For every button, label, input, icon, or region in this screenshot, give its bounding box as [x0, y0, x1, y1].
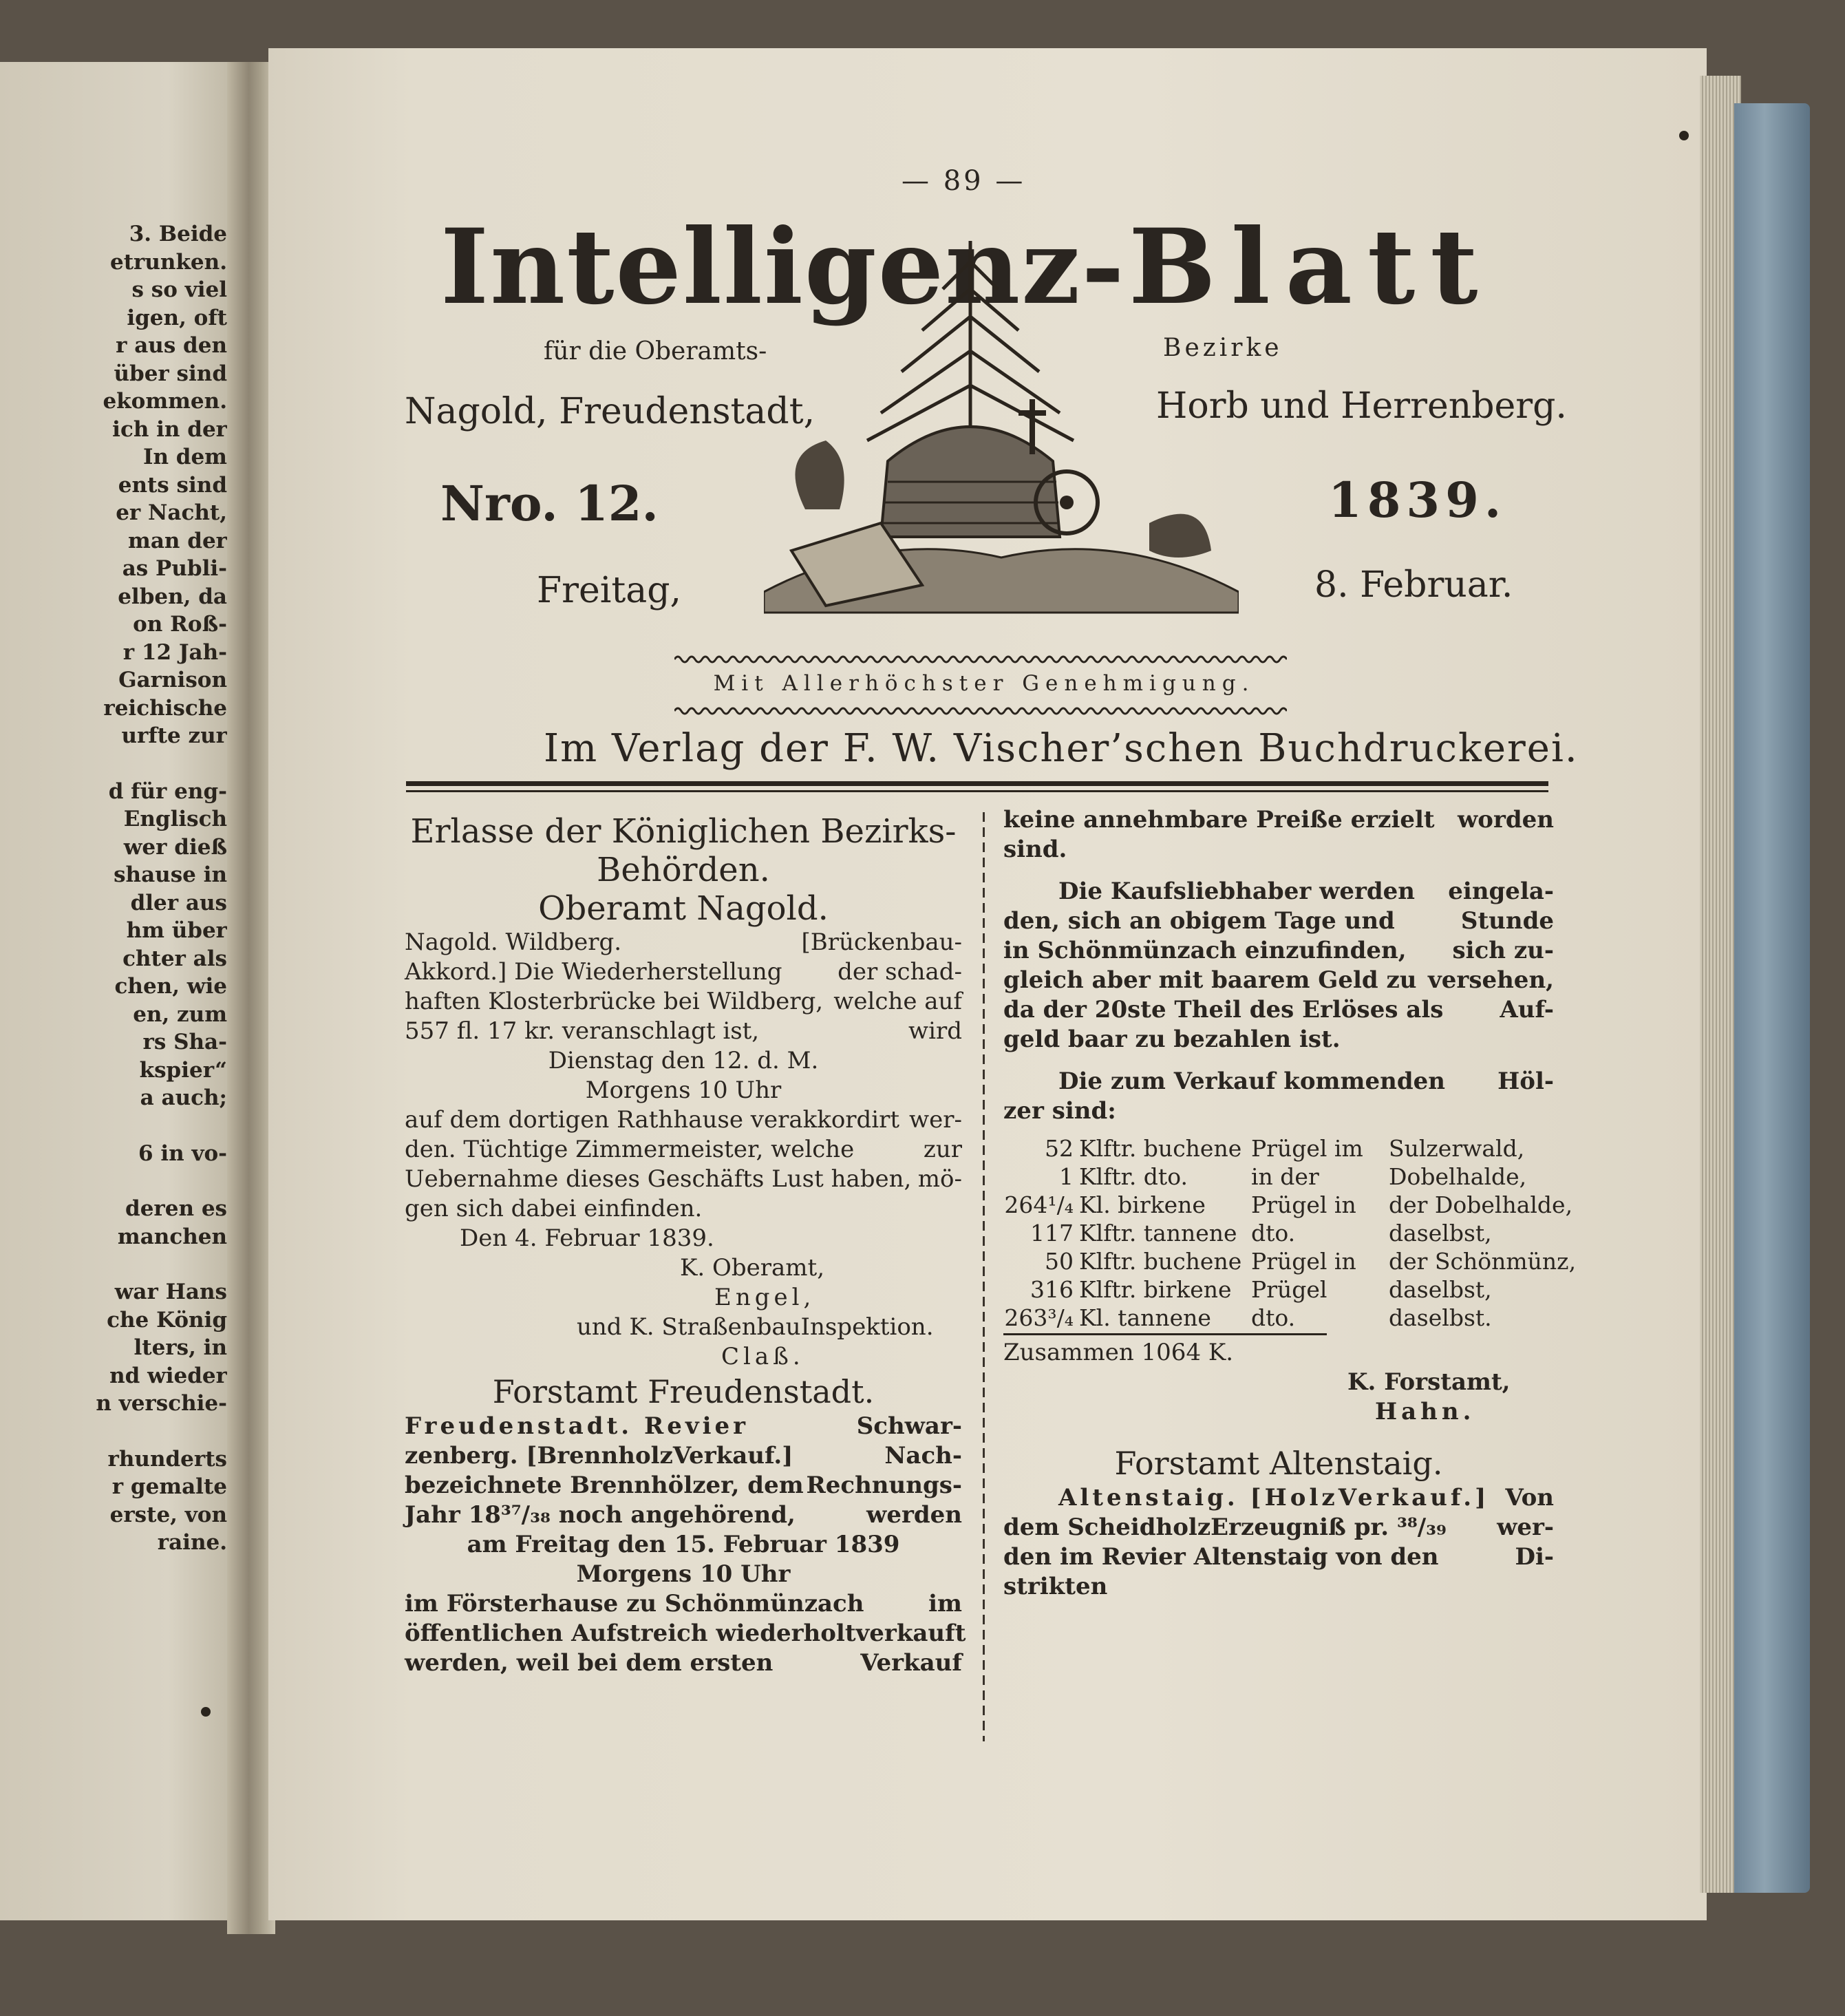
notice-date: Dienstag den 12. d. M. [548, 1047, 819, 1074]
wood-cell: 263³/₄ [1004, 1304, 1074, 1331]
wood-cell: Kl. tannene [1079, 1304, 1211, 1331]
left-page-line: ekommen. [103, 389, 227, 414]
notice-paragraph [1003, 1067, 1554, 1126]
left-page-line: chen, wie [114, 974, 227, 999]
wood-cell: 50 [1045, 1248, 1074, 1275]
section-title-cont: Behörden. [597, 851, 770, 889]
notice-line: Altenstaig. [HolzVerkauf.] Von [1058, 1484, 1554, 1511]
signature-name: Claß. [721, 1343, 804, 1370]
issue-weekday: Freitag, [537, 570, 682, 611]
left-page-line: Garnison [118, 668, 227, 692]
notice-line: sind. [1003, 836, 1067, 863]
page-number: — 89 — [902, 165, 1026, 197]
left-page-line: s so viel [131, 277, 227, 302]
wood-cell: Klftr. buchene [1079, 1135, 1242, 1162]
left-page-line: raine. [157, 1530, 227, 1555]
left-text-column [405, 812, 966, 1678]
ink-dot [1679, 131, 1689, 140]
left-page-line: 6 in vo- [138, 1140, 227, 1166]
notice-altenstaig [1003, 1483, 1554, 1602]
wood-cell: Dobelhalde, [1389, 1163, 1527, 1190]
notice-paragraph [1003, 877, 1554, 1054]
wood-cell: Prügel in [1251, 1248, 1356, 1275]
left-page-line: shause in [114, 862, 227, 887]
notice-time: Morgens 10 Uhr [585, 1076, 782, 1104]
left-page-line: d für eng- [108, 778, 227, 804]
wood-cell: 264¹/₄ [1004, 1191, 1074, 1218]
wood-total: Zusammen 1064 K. [1003, 1339, 1234, 1366]
masthead-rule-thin [406, 790, 1548, 792]
wood-cell: daselbst. [1389, 1304, 1492, 1331]
notice-line: da der 20ste Theil des Erlöses als Auf- [1003, 996, 1554, 1023]
notice-line: zenberg. [BrennholzVerkauf.] Nach- [405, 1442, 962, 1469]
notice-line: gen sich dabei einfinden. [405, 1195, 703, 1222]
wood-cell: dto. [1251, 1304, 1296, 1331]
right-text-column [1003, 805, 1577, 1602]
book-cover [1734, 103, 1810, 1893]
notice-line: 557 fl. 17 kr. veranschlagt ist, wird [405, 1017, 962, 1045]
masthead-bezirke: Bezirke [1163, 334, 1283, 362]
column-divider [983, 812, 985, 1741]
notice-line: Nagold. Wildberg. [Brückenbau- [405, 929, 962, 956]
issue-date: 8. Februar. [1314, 564, 1513, 606]
notice-freudenstadt [405, 1412, 966, 1678]
signature-name: Hahn. [1375, 1398, 1475, 1425]
notice-line: in Schönmünzach einzufinden, sich zu- [1003, 937, 1554, 964]
left-page-line: manchen [117, 1224, 227, 1249]
issue-number: Nro. 12. [440, 475, 659, 532]
notice-line: gleich aber mit baarem Geld zu versehen, [1003, 966, 1554, 994]
line-gap [0, 1418, 227, 1445]
left-page-line: wer dieß [123, 834, 227, 860]
approval-line: Mit Allerhöchster Genehmigung. [713, 671, 1255, 696]
masthead-rule-thick [406, 781, 1548, 786]
left-page-line: etrunken. [110, 249, 227, 275]
notice-nagold [405, 928, 962, 1372]
left-page [0, 62, 241, 1920]
left-page-line: igen, oft [127, 305, 227, 330]
wood-cell: 1 [1059, 1163, 1074, 1190]
left-page-line: 3. Beide [129, 222, 227, 246]
wood-cell: Sulzerwald, [1389, 1135, 1525, 1162]
notice-line: Die zum Verkauf kommenden Höl- [1058, 1068, 1554, 1095]
notice-continuation [1003, 805, 1554, 864]
masthead-title-right: Blatt [1129, 206, 1493, 328]
notice-line: öffentlichen Aufstreich wiederholt verkauft [405, 1620, 966, 1647]
publisher-line: Im Verlag der F. W. Vischer’schen Buchdruckerei. [544, 726, 1579, 771]
left-page-line: reichische [103, 695, 227, 721]
left-page-line: kspier“ [139, 1057, 227, 1083]
office-heading-nagold: Oberamt Nagold. [538, 889, 829, 928]
left-page-line: on Roß- [133, 612, 227, 637]
wood-cell: Klftr. dto. [1079, 1163, 1188, 1190]
notice-line: den. Tüchtige Zimmermeister, welche zur [405, 1136, 962, 1163]
left-page-line: über sind [114, 361, 227, 386]
wood-cell: Klftr. tannene [1079, 1220, 1237, 1246]
notice-line: haften Klosterbrücke bei Wildberg, welche auf [405, 988, 962, 1015]
left-page-line: man der [128, 528, 227, 553]
wood-cell: der Schönmünz, [1389, 1248, 1577, 1275]
left-page-line: n verschie- [96, 1391, 227, 1416]
notice-line: bezeichnete Brennhölzer, dem Rechnungs- [405, 1472, 962, 1499]
wood-cell: Klftr. buchene [1079, 1248, 1242, 1275]
notice-line: Jahr 18³⁷/₃₈ noch angehörend, werden [405, 1501, 962, 1529]
notice-line: dem ScheidholzErzeugniß pr. ³⁸/₃₉ wer- [1003, 1514, 1554, 1541]
left-page-line: rs Sha- [142, 1030, 227, 1054]
line-gap [0, 1167, 227, 1195]
signature-name: Engel, [714, 1284, 815, 1311]
fir-tree-vignette [764, 234, 1239, 626]
line-gap [0, 1251, 227, 1278]
left-page-line: dler aus [130, 890, 227, 915]
signature-inspektion: und K. StraßenbauInspektion. [577, 1313, 934, 1341]
left-page-line: urfte zur [121, 723, 227, 748]
masthead-fuer-die: für die Oberamts- [544, 337, 767, 365]
notice-line: geld baar zu bezahlen ist. [1003, 1026, 1341, 1053]
left-page-line: r aus den [116, 333, 227, 358]
left-page-line: Englisch [123, 807, 227, 831]
left-page-line: as Publi- [122, 556, 227, 581]
wood-cell: 52 [1045, 1135, 1074, 1162]
notice-line: keine annehmbare Preiße erzielt worden [1003, 806, 1554, 834]
notice-line: im Försterhause zu Schönmünzach im [405, 1590, 962, 1617]
signature-oberamt: K. Oberamt, [680, 1254, 825, 1282]
wood-cell: 316 [1030, 1276, 1074, 1303]
left-page-line: lters, in [134, 1335, 227, 1360]
ornament-rule-bottom [674, 705, 1287, 717]
left-page-text-column [0, 220, 227, 1557]
left-page-line: In dem [142, 445, 227, 469]
wood-cell: daselbst, [1389, 1220, 1492, 1246]
left-page-line: hm über [126, 918, 227, 943]
left-page-line: deren es [125, 1196, 227, 1221]
line-gap [0, 750, 227, 778]
wood-cell: Prügel in [1251, 1191, 1356, 1218]
wood-cell: Klftr. birkene [1079, 1276, 1232, 1303]
left-page-line: ents sind [118, 472, 227, 498]
wood-cell: Prügel im [1251, 1135, 1363, 1162]
wood-cell: daselbst, [1389, 1276, 1492, 1303]
wood-cell: in der [1251, 1163, 1319, 1190]
notice-time: Morgens 10 Uhr [576, 1560, 791, 1588]
left-page-line: en, zum [133, 1001, 227, 1027]
left-page-line: r 12 Jah- [122, 639, 227, 665]
office-heading-altenstaig: Forstamt Altenstaig. [1114, 1445, 1443, 1482]
notice-line: Freudenstadt. Revier Schwar- [405, 1412, 962, 1440]
left-page-line: er Nacht, [116, 500, 227, 525]
left-page-line: che König [107, 1307, 227, 1333]
notice-line: Uebernahme dieses Geschäfts Lust haben, mö- [405, 1165, 962, 1193]
left-page-line: a auch; [140, 1085, 227, 1110]
line-gap [0, 1112, 227, 1140]
issue-year: 1839. [1328, 471, 1507, 529]
left-page-line: erste, von [109, 1502, 227, 1527]
left-page-line: ich in der [112, 416, 227, 442]
sum-rule [1003, 1333, 1327, 1335]
left-page-line: rhunderts [107, 1446, 227, 1472]
notice-line: strikten [1003, 1573, 1108, 1600]
ornament-rule-top [674, 654, 1287, 665]
notice-line: Akkord.] Die Wiederherstellung der schad- [405, 958, 962, 986]
wood-cell: 117 [1030, 1220, 1074, 1246]
masthead-districts-right: Horb und Herrenberg. [1156, 385, 1567, 427]
masthead-title-left: Intelligenz- [440, 206, 1126, 328]
wood-cell: Kl. birkene [1079, 1191, 1206, 1218]
notice-line: werden, weil bei dem ersten Verkauf [405, 1649, 962, 1677]
ink-dot [201, 1707, 211, 1717]
left-page-line: nd wieder [109, 1363, 227, 1388]
wood-cell: der Dobelhalde, [1389, 1191, 1573, 1218]
signature-forstamt: K. Forstamt, [1347, 1368, 1511, 1396]
wood-cell: Prügel [1251, 1276, 1327, 1303]
notice-date: am Freitag den 15. Februar 1839 [467, 1531, 900, 1558]
masthead-districts-left: Nagold, Freudenstadt, [405, 391, 815, 432]
wood-list [1003, 1134, 1577, 1332]
notice-line: auf dem dortigen Rathhause verakkordirt wer- [405, 1106, 962, 1134]
notice-line: den im Revier Altenstaig von den Di- [1003, 1543, 1554, 1571]
wood-cell: dto. [1251, 1220, 1296, 1246]
left-page-line: chter als [122, 946, 227, 971]
section-title: Erlasse der Königlichen Bezirks- [410, 812, 957, 851]
notice-line: Die Kaufsliebhaber werden eingela- [1058, 878, 1554, 905]
left-page-line: war Hans [114, 1280, 227, 1304]
notice-line: zer sind: [1003, 1097, 1116, 1125]
left-page-line: r gemalte [111, 1474, 227, 1499]
notice-line: den, sich an obigem Tage und Stunde [1003, 907, 1554, 935]
left-page-line: elben, da [118, 584, 227, 609]
notice-dated: Den 4. Februar 1839. [460, 1224, 714, 1252]
office-heading-freudenstadt: Forstamt Freudenstadt. [492, 1373, 875, 1410]
